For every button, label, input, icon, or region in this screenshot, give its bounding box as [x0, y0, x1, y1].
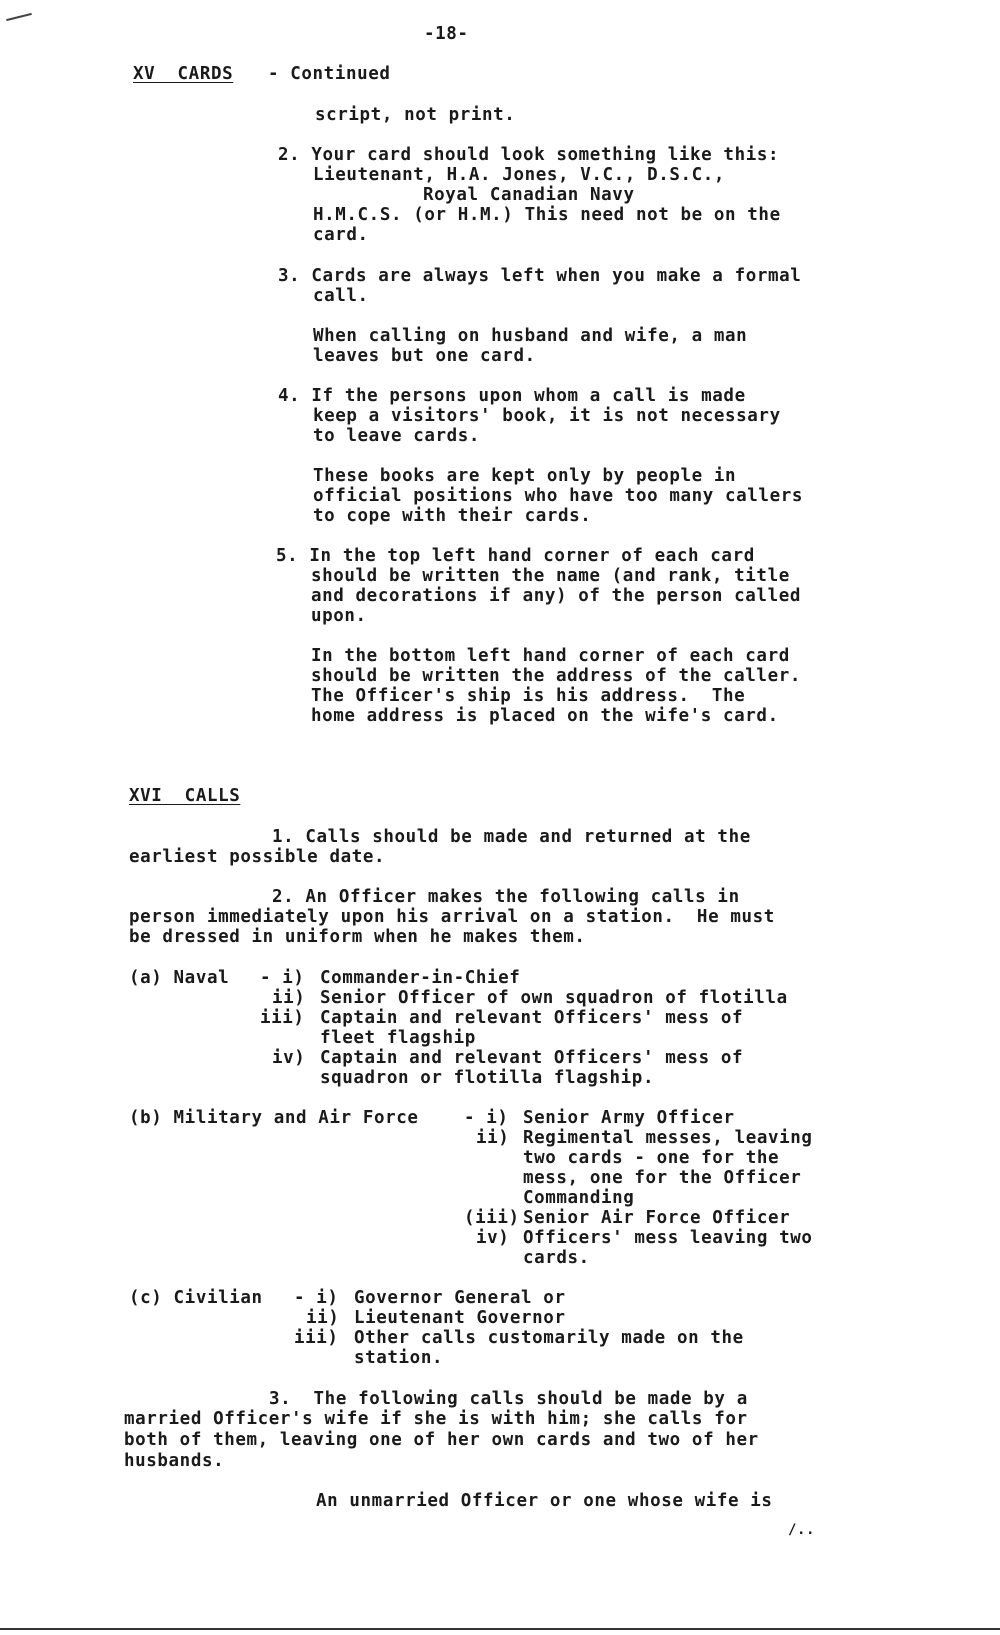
list-numeral: (iii) [464, 1208, 520, 1228]
body-line: 3. The following calls should be made by a [269, 1389, 748, 1409]
list-numeral: ii) [306, 1308, 340, 1328]
list-item-text: Commander-in-Chief [320, 968, 521, 988]
list-item-text: cards. [523, 1248, 590, 1268]
list-item-text: squadron or flotilla flagship. [320, 1068, 655, 1088]
list-label-military: (b) Military and Air Force [129, 1108, 419, 1128]
body-line: card. [313, 225, 369, 245]
pen-stroke-mark [6, 13, 32, 21]
body-line: earliest possible date. [129, 847, 386, 867]
list-numeral: iii) [294, 1328, 339, 1348]
body-line: to leave cards. [313, 426, 481, 446]
continuation-mark: /.. [788, 1522, 816, 1538]
list-item-text: Regimental messes, leaving [523, 1128, 813, 1148]
body-line: 2. Your card should look something like this: [278, 145, 780, 165]
body-line: be dressed in uniform when he makes them. [129, 927, 586, 947]
body-line: upon. [311, 606, 367, 626]
body-line: 3. Cards are always left when you make a formal [278, 266, 802, 286]
body-line: 4. If the persons upon whom a call is made [278, 386, 746, 406]
body-line: 2. An Officer makes the following calls in [272, 887, 740, 907]
body-line: When calling on husband and wife, a man [313, 326, 748, 346]
section-heading-continued: - Continued [268, 64, 391, 84]
list-item-text: Governor General or [354, 1288, 566, 1308]
body-line: In the bottom left hand corner of each card [311, 646, 790, 666]
body-line: Royal Canadian Navy [423, 185, 635, 205]
body-line: H.M.C.S. (or H.M.) This need not be on the [313, 205, 781, 225]
list-numeral: iv) [272, 1048, 306, 1068]
body-line: should be written the name (and rank, title [311, 566, 790, 586]
list-item-text: fleet flagship [320, 1028, 476, 1048]
body-line: and decorations if any) of the person called [311, 586, 801, 606]
list-label-civilian: (c) Civilian [129, 1288, 263, 1308]
body-line: Lieutenant, H.A. Jones, V.C., D.S.C., [313, 165, 726, 185]
body-line: keep a visitors' book, it is not necessary [313, 406, 781, 426]
list-numeral: - i) [260, 968, 305, 988]
body-line: married Officer's wife if she is with him; she calls for [124, 1409, 748, 1429]
list-item-text: Commanding [523, 1188, 635, 1208]
body-line: both of them, leaving one of her own cards and two of her [124, 1430, 759, 1450]
body-line: An unmarried Officer or one whose wife is [316, 1491, 773, 1511]
list-item-text: Senior Officer of own squadron of flotilla [320, 988, 788, 1008]
page-bottom-edge [0, 1628, 1000, 1630]
list-item-text: two cards - one for the [523, 1148, 780, 1168]
list-numeral: - i) [294, 1288, 339, 1308]
list-label-naval: (a) Naval [129, 968, 230, 988]
list-item-text: Other calls customarily made on the [354, 1328, 744, 1348]
body-line: to cope with their cards. [313, 506, 592, 526]
list-item-text: mess, one for the Officer [523, 1168, 802, 1188]
body-line: 1. Calls should be made and returned at the [272, 827, 751, 847]
body-line: These books are kept only by people in [313, 466, 737, 486]
body-line: person immediately upon his arrival on a station. He must [129, 907, 775, 927]
section-heading-cards: XV CARDS [133, 64, 234, 84]
body-line: script, not print. [315, 105, 516, 125]
page-number: -18- [424, 24, 469, 44]
body-line: should be written the address of the caller. [311, 666, 801, 686]
list-numeral: ii) [272, 988, 306, 1008]
body-line: call. [313, 286, 369, 306]
list-item-text: Lieutenant Governor [354, 1308, 566, 1328]
list-numeral: iv) [476, 1228, 510, 1248]
list-numeral: iii) [260, 1008, 305, 1028]
body-line: home address is placed on the wife's card. [311, 706, 779, 726]
list-item-text: Senior Air Force Officer [523, 1208, 791, 1228]
body-line: husbands. [124, 1451, 225, 1471]
body-line: The Officer's ship is his address. The [311, 686, 746, 706]
list-item-text: Captain and relevant Officers' mess of [320, 1008, 744, 1028]
body-line: leaves but one card. [313, 346, 536, 366]
list-item-text: Officers' mess leaving two [523, 1228, 813, 1248]
body-line: 5. In the top left hand corner of each card [276, 546, 755, 566]
list-item-text: Senior Army Officer [523, 1108, 735, 1128]
list-item-text: Captain and relevant Officers' mess of [320, 1048, 744, 1068]
list-item-text: station. [354, 1348, 444, 1368]
list-numeral: ii) [476, 1128, 510, 1148]
list-numeral: - i) [464, 1108, 509, 1128]
body-line: official positions who have too many callers [313, 486, 803, 506]
section-heading-calls: XVI CALLS [129, 786, 241, 806]
